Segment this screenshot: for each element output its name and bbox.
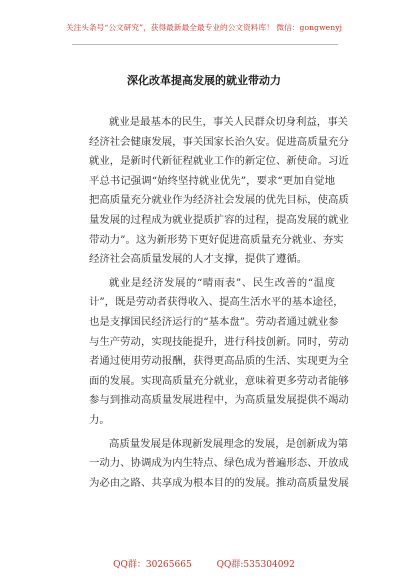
text-line: 与生产劳动，实现技能提升，进行科技创新。同时，劳动	[89, 335, 349, 348]
paragraph	[89, 274, 349, 431]
qq-group-1: QQ群：30265665	[113, 560, 192, 570]
qq-group-2: QQ群:535304092	[216, 560, 295, 570]
text-line: 把高质量充分就业作为经济社会发展的优先目标，使高质	[89, 194, 349, 207]
text-line: 一动力、协调成为内生特点、绿色成为普遍形态、开放成	[89, 457, 349, 470]
text-line: 经济社会健康发展，事关国家长治久安。促进高质量充分	[89, 135, 349, 148]
text-line: 参与到推动高质量发展进程中，为高质量发展提供不竭动	[89, 394, 349, 407]
contact-footer	[0, 557, 408, 570]
text-line: 就业，是新时代新征程就业工作的新定位、新使命。习近	[89, 155, 349, 168]
text-line: 计”，既是劳动者获得收入、提高生活水平的基本途径，	[89, 296, 344, 309]
paragraph	[89, 435, 349, 494]
text-line: 平总书记强调“始终坚持就业优先”，要求“更加自觉地	[89, 174, 335, 187]
document-title: 深化改革提高发展的就业带动力	[127, 74, 281, 87]
header-divider	[72, 44, 338, 45]
document-body	[89, 113, 349, 497]
promo-header: 关注头条号“公文研究”，获得最新最全最专业的公文资料库！ 微信：gongwenyj	[65, 23, 343, 32]
paragraph	[89, 113, 349, 270]
text-line: 就业是最基本的民生，事关人民群众切身利益，事关	[109, 116, 348, 128]
text-line: 带动力”。这为新形势下更好促进高质量充分就业、夯实	[89, 233, 344, 246]
text-line: 力。	[89, 413, 110, 426]
text-line: 也是支撑国民经济运行的“基本盘”。劳动者通过就业参	[89, 315, 339, 328]
text-line: 面的发展。实现高质量充分就业，意味着更多劳动者能够	[89, 374, 349, 387]
text-line: 者通过使用劳动报酬，获得更高品质的生活、实现更为全	[89, 355, 349, 368]
text-line: 经济社会高质量发展的人才支撑，提供了遵循。	[89, 253, 308, 266]
text-line: 量发展的过程成为就业提质扩容的过程，提高发展的就业	[89, 213, 349, 226]
text-line: 高质量发展是体现新发展理念的发展，是创新成为第	[109, 437, 348, 450]
text-line: 为必由之路、共享成为根本目的的发展。推动高质量发展	[89, 476, 349, 489]
text-line: 就业是经济发展的“晴雨表”、民生改善的“温度	[109, 276, 335, 289]
